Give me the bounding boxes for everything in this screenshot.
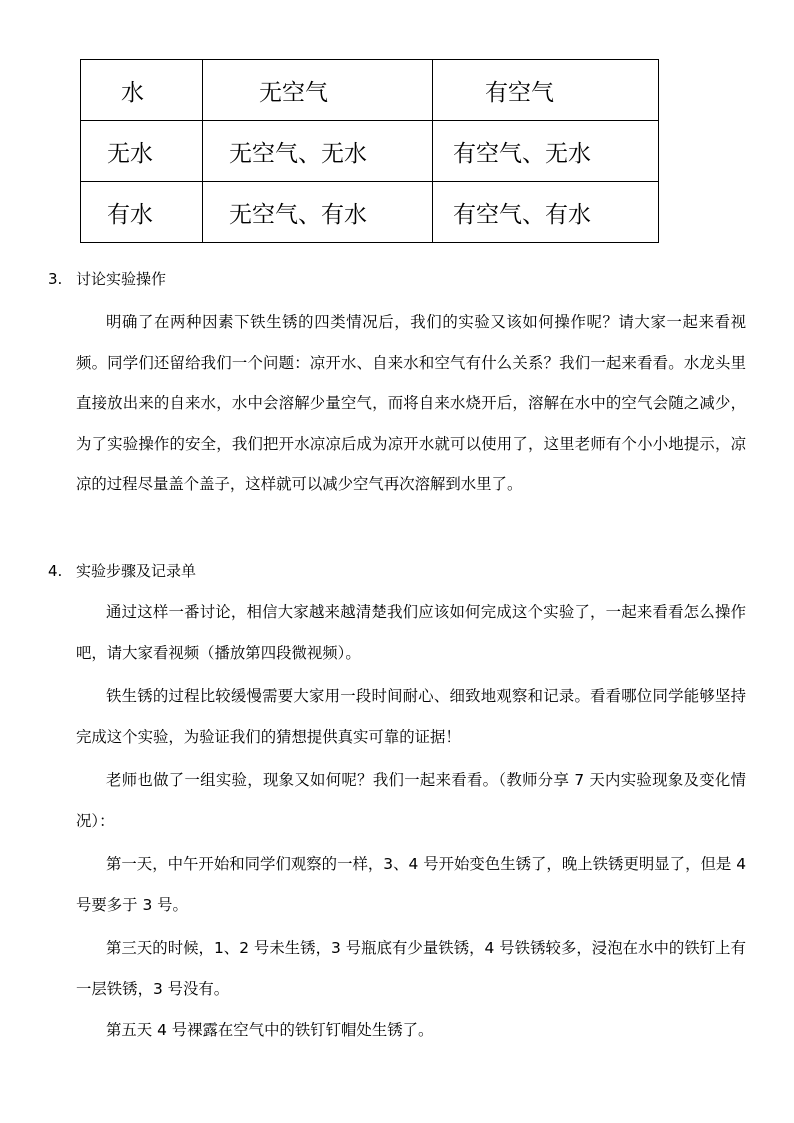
table-row — [81, 182, 659, 243]
experiment-conditions-table — [80, 59, 659, 243]
table-cell: 无空气、无水 — [203, 121, 433, 182]
table-header-row — [81, 60, 659, 121]
table-row — [81, 121, 659, 182]
table-cell: 有空气、无水 — [433, 121, 659, 182]
table-cell: 无空气、有水 — [203, 182, 433, 243]
section-3-paragraph: 明确了在两种因素下铁生锈的四类情况后，我们的实验又该如何操作呢？请大家一起来看视频。同学们还留给我们一个问题：凉开水、自来水和空气有什么关系？我们一起来看看。水龙头里直接放出来的自来水，水中会溶解少量空气，而将自来水烧开后，溶解在水中的空气会随之减少，为了实验操作的安全，我们把开水凉凉后成为凉开水就可以使用了，这里老师有个小小地提示，凉凉的过程尽量盖个盖子，这样就可以减少空气再次溶解到水里了。 — [76, 313, 746, 493]
table-header-cell: 无空气 — [203, 60, 433, 121]
section-title: 实验步骤及记录单 — [76, 562, 197, 580]
section-4-paragraph: 第一天，中午开始和同学们观察的一样，3、4 号开始变色生锈了，晚上铁锈更明显了，但是 4 号要多于 3 号。 — [76, 855, 746, 914]
section-4-heading — [48, 561, 196, 581]
section-4-paragraph: 第五天 4 号裸露在空气中的铁钉钉帽处生锈了。 — [106, 1021, 434, 1039]
table-cell: 有水 — [81, 182, 203, 243]
section-3-heading — [48, 269, 166, 289]
table-header-cell: 有空气 — [433, 60, 659, 121]
section-4-paragraph: 老师也做了一组实验，现象又如何呢？我们一起来看看。（教师分享 7 天内实验现象及变化情况）： — [76, 771, 746, 830]
section-4-paragraph: 第三天的时候，1、2 号未生锈，3 号瓶底有少量铁锈，4 号铁锈较多，浸泡在水中的铁钉上有一层铁锈，3 号没有。 — [76, 939, 746, 998]
section-4-paragraph: 通过这样一番讨论，相信大家越来越清楚我们应该如何完成这个实验了，一起来看看怎么操作吧，请大家看视频（播放第四段微视频）。 — [76, 603, 746, 662]
section-4-paragraph: 铁生锈的过程比较缓慢需要大家用一段时间耐心、细致地观察和记录。看看哪位同学能够坚持完成这个实验，为验证我们的猜想提供真实可靠的证据！ — [76, 687, 746, 746]
table-header-cell: 水 — [81, 60, 203, 121]
table-cell: 无水 — [81, 121, 203, 182]
table-cell: 有空气、有水 — [433, 182, 659, 243]
section-title: 讨论实验操作 — [76, 270, 167, 288]
section-number: 3. — [48, 270, 63, 288]
section-number: 4. — [48, 562, 63, 580]
